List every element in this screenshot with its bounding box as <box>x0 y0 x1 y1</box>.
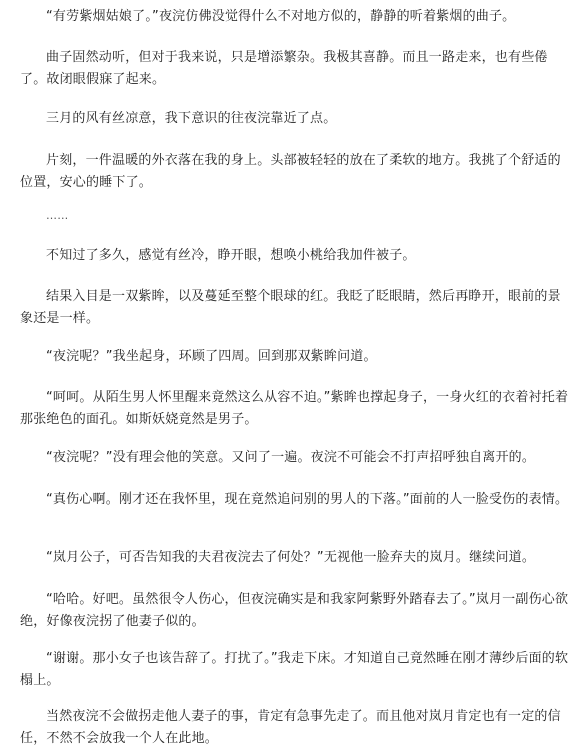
paragraph-8: “呵呵。从陌生男人怀里醒来竟然这么从容不迫。”紫眸也撑起身子，一身火红的衣着衬托着那张绝色的面孔。如斯妖娆竟然是男子。 <box>20 390 569 427</box>
paragraph-12: “哈哈。好吧。虽然很令人伤心，但夜浣确实是和我家阿紫野外踏春去了。”岚月一副伤心欲绝，好像夜浣拐了他妻子似的。 <box>20 592 569 629</box>
paragraph-10: “真伤心啊。刚才还在我怀里，现在竟然追问别的男人的下落。”面前的人一脸受伤的表情。 <box>46 492 569 507</box>
paragraph-3: 三月的风有丝凉意，我下意识的往夜浣靠近了点。 <box>46 111 337 126</box>
paragraph-6: 结果入目是一双紫眸，以及蔓延至整个眼球的红。我眨了眨眼睛，然后再睁开，眼前的景象还是一样。 <box>20 289 561 326</box>
paragraph-4: 片刻，一件温暖的外衣落在我的身上。头部被轻轻的放在了柔软的地方。我挑了个舒适的位置，安心的睡下了。 <box>20 153 561 190</box>
paragraph-13: “谢谢。那小女子也该告辞了。打扰了。”我走下床。才知道自己竟然睡在刚才薄纱后面的软榻上。 <box>20 651 569 688</box>
paragraph-ellipsis: …… <box>46 209 69 222</box>
paragraph-7: “夜浣呢？”我坐起身，环顾了四周。回到那双紫眸问道。 <box>46 349 377 364</box>
paragraph-2: 曲子固然动听，但对于我来说，只是增添繁杂。我极其喜静。而且一路走来，也有些倦了。故闭眼假寐了起来。 <box>20 50 548 87</box>
paragraph-11: “岚月公子，可否告知我的夫君夜浣去了何处？”无视他一脸弃夫的岚月。继续问道。 <box>46 550 536 565</box>
paragraph-14: 当然夜浣不会做拐走他人妻子的事，肯定有急事先走了。而且他对岚月肯定也有一定的信任，不然不会放我一个人在此地。 <box>20 709 561 746</box>
paragraph-5: 不知过了多久，感觉有丝冷，睁开眼，想唤小桃给我加件被子。 <box>46 248 416 263</box>
paragraph-1: “有劳紫烟姑娘了。”夜浣仿佛没觉得什么不对地方似的，静静的听着紫烟的曲子。 <box>46 9 516 24</box>
paragraph-9: “夜浣呢？”没有理会他的笑意。又问了一遍。夜浣不可能会不打声招呼独自离开的。 <box>46 450 536 465</box>
